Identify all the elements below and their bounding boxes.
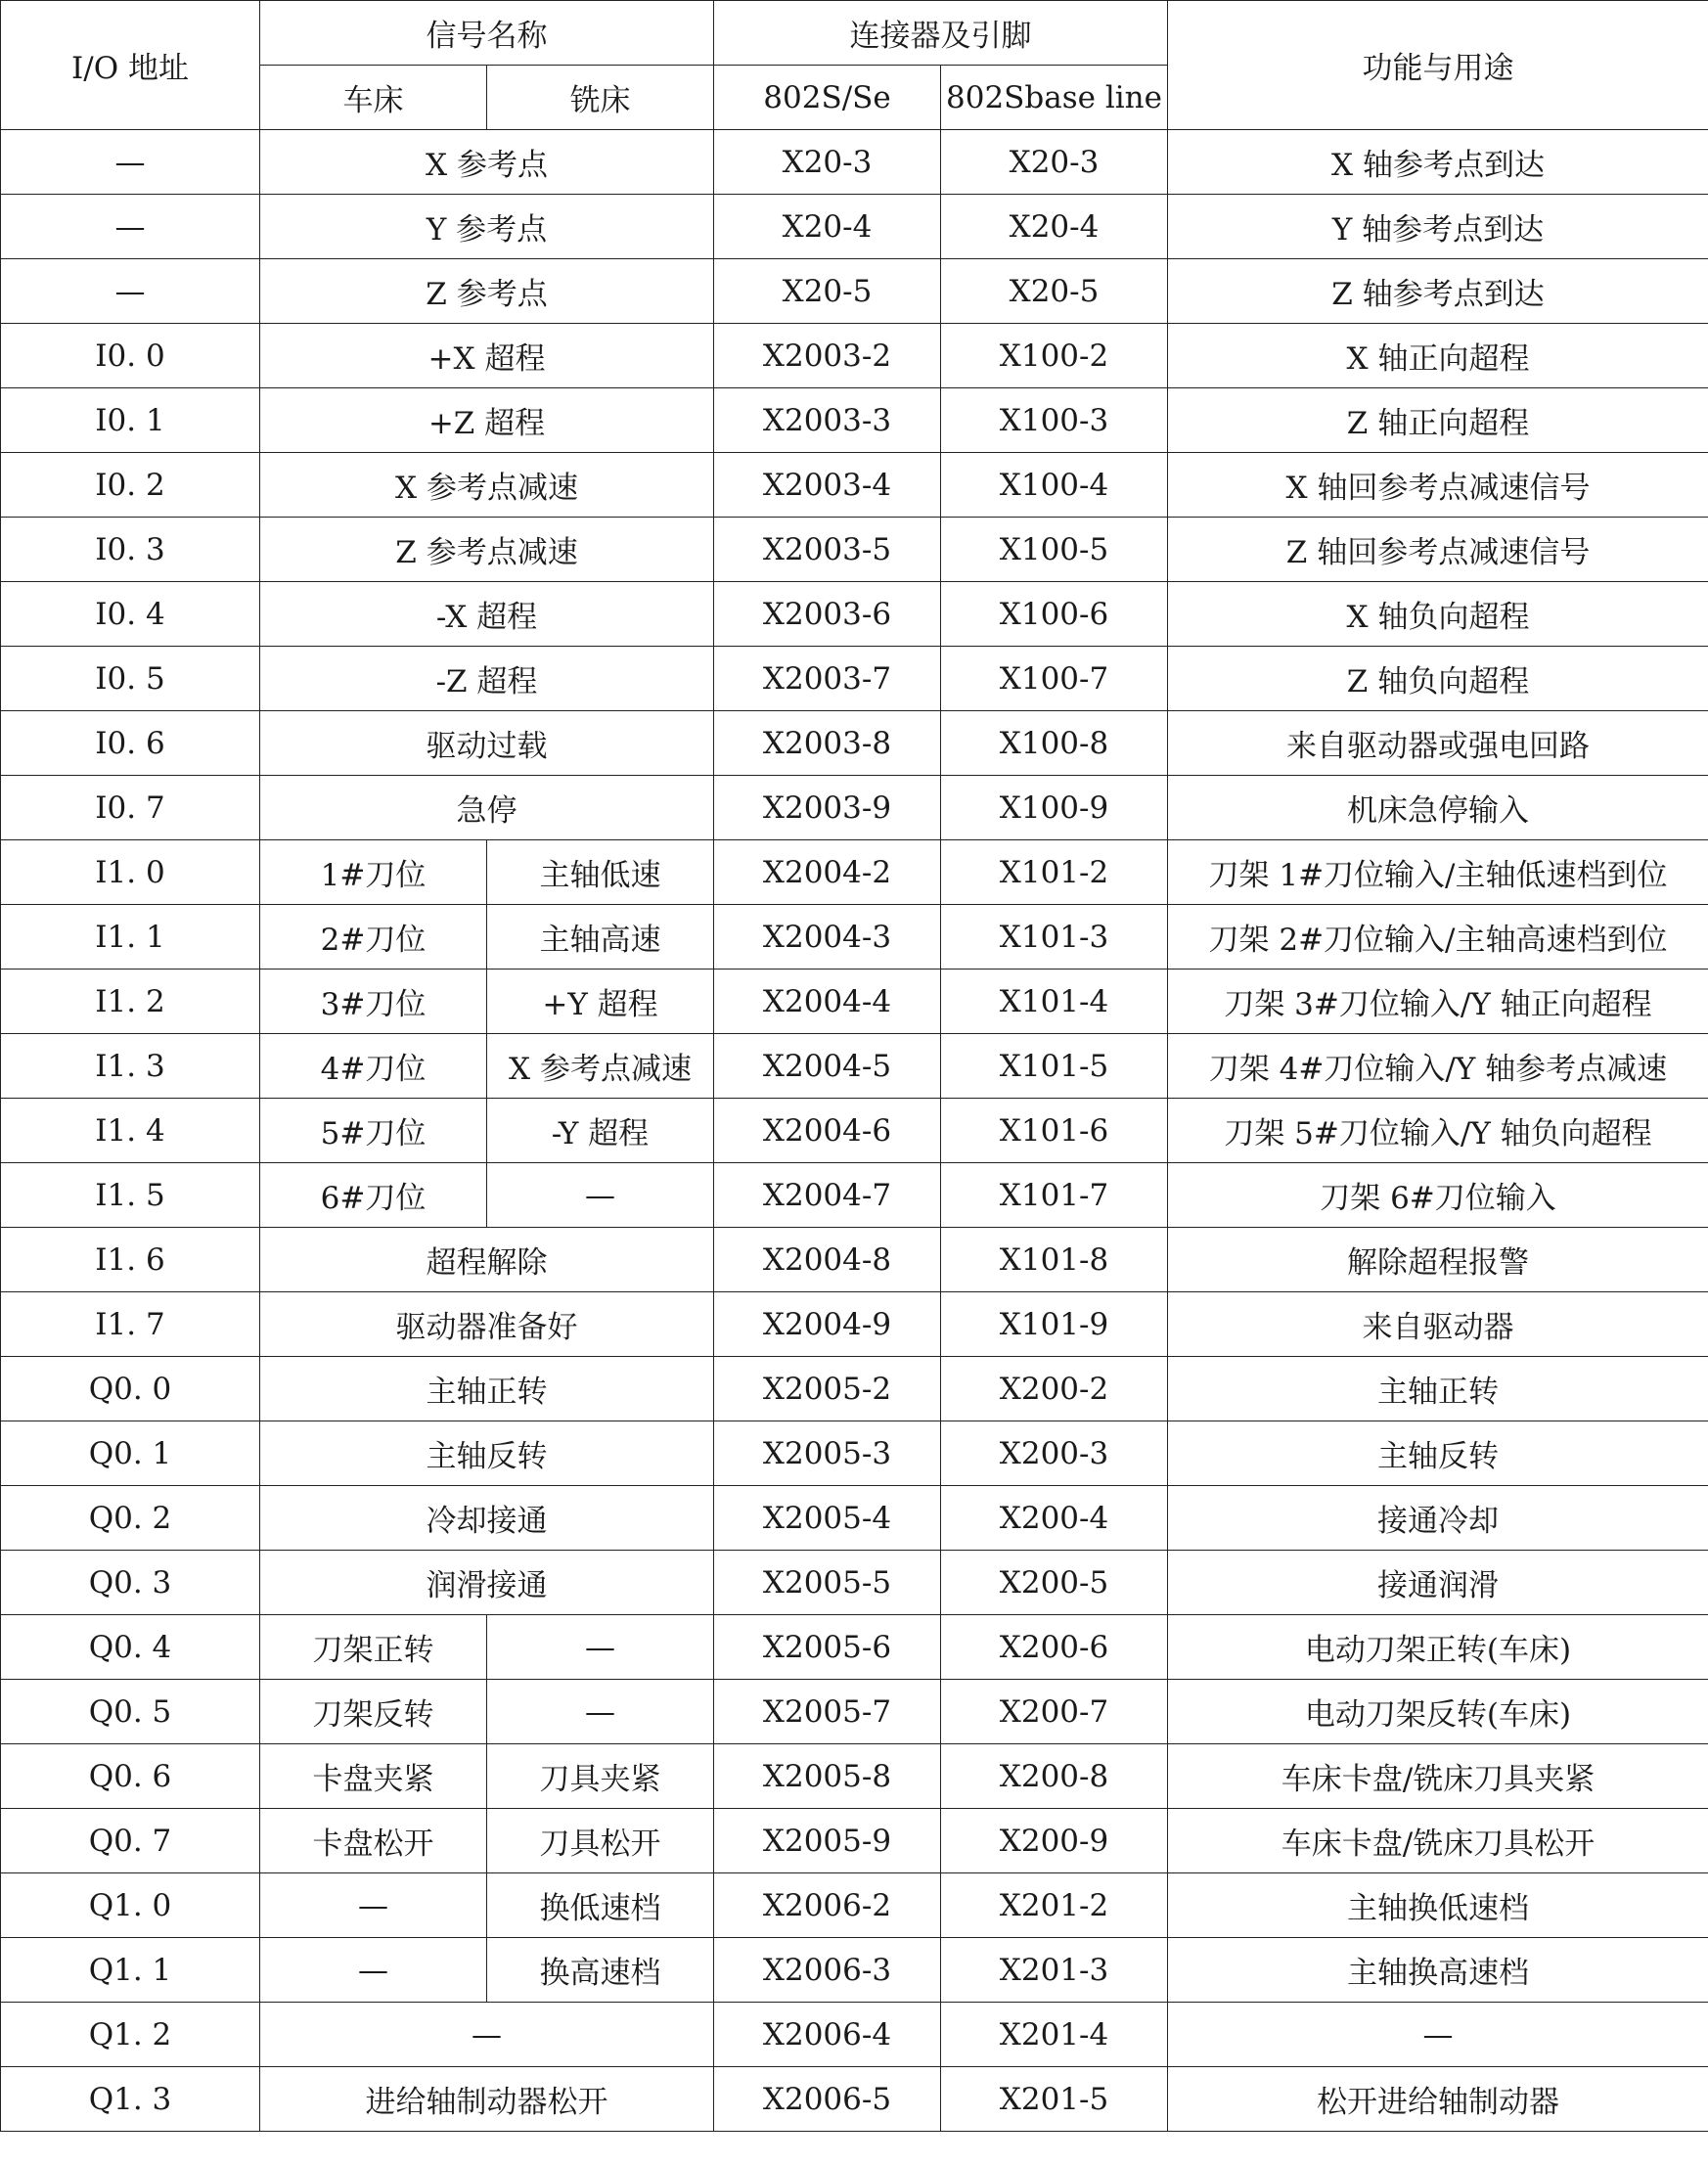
connector-802s-cell: X2003-5 [714, 518, 941, 582]
connector-802s-cell: X2004-7 [714, 1163, 941, 1228]
connector-802s-cell: X2003-8 [714, 711, 941, 776]
function-cell: 车床卡盘/铣床刀具松开 [1168, 1809, 1708, 1873]
signal-name-cell: X 参考点减速 [260, 453, 714, 518]
io-address-cell: Q0. 3 [1, 1551, 260, 1615]
connector-802sbase-cell: X20-5 [941, 259, 1168, 324]
connector-802sbase-cell: X101-7 [941, 1163, 1168, 1228]
signal-name-cell: 驱动过载 [260, 711, 714, 776]
io-address-cell: Q1. 0 [1, 1873, 260, 1938]
table-row [1, 453, 1708, 518]
table-row [1, 2067, 1708, 2132]
signal-name-cell: 急停 [260, 776, 714, 840]
function-cell: 主轴反转 [1168, 1421, 1708, 1486]
connector-802sbase-cell: X200-9 [941, 1809, 1168, 1873]
function-cell: 车床卡盘/铣床刀具夹紧 [1168, 1744, 1708, 1809]
lathe-header: 车床 [260, 66, 487, 130]
signal-name-cell: -X 超程 [260, 582, 714, 647]
table-row [1, 259, 1708, 324]
io-address-cell: Q0. 2 [1, 1486, 260, 1551]
connector-802s-cell: X2004-5 [714, 1034, 941, 1099]
connector-802s-cell: X20-3 [714, 130, 941, 195]
function-cell: 来自驱动器 [1168, 1292, 1708, 1357]
connector-802s-cell: X2003-6 [714, 582, 941, 647]
connector-802s-cell: X2003-9 [714, 776, 941, 840]
function-cell: 刀架 1#刀位输入/主轴低速档到位 [1168, 840, 1708, 905]
mill-signal-cell: 刀具松开 [487, 1809, 714, 1873]
table-row [1, 970, 1708, 1034]
lathe-signal-cell: — [260, 1873, 487, 1938]
table-row [1, 840, 1708, 905]
table-body [1, 130, 1708, 2132]
connector-802sbase-cell: X101-5 [941, 1034, 1168, 1099]
connector-802s-cell: X2004-6 [714, 1099, 941, 1163]
mill-signal-cell: 刀具夹紧 [487, 1744, 714, 1809]
function-cell: X 轴负向超程 [1168, 582, 1708, 647]
signal-name-cell: 超程解除 [260, 1228, 714, 1292]
table-row [1, 388, 1708, 453]
connector-802s-cell: X2006-5 [714, 2067, 941, 2132]
connector-802sbase-cell: X200-6 [941, 1615, 1168, 1680]
mill-signal-cell: — [487, 1615, 714, 1680]
function-cell: 主轴换低速档 [1168, 1873, 1708, 1938]
header-row-1 [1, 1, 1708, 66]
mill-signal-cell: X 参考点减速 [487, 1034, 714, 1099]
table-row [1, 905, 1708, 970]
connector-802s-cell: X2003-3 [714, 388, 941, 453]
signal-name-cell: 润滑接通 [260, 1551, 714, 1615]
table-row [1, 1809, 1708, 1873]
lathe-signal-cell: 刀架正转 [260, 1615, 487, 1680]
connector-802sbase-cell: X200-2 [941, 1357, 1168, 1421]
io-address-cell: Q0. 6 [1, 1744, 260, 1809]
io-address-cell: I0. 1 [1, 388, 260, 453]
connector-802s-cell: X2003-7 [714, 647, 941, 711]
io-address-cell: I1. 1 [1, 905, 260, 970]
connector-802sbase-cell: X100-8 [941, 711, 1168, 776]
function-cell: Z 轴负向超程 [1168, 647, 1708, 711]
function-cell: 刀架 6#刀位输入 [1168, 1163, 1708, 1228]
function-cell: 机床急停输入 [1168, 776, 1708, 840]
connector-802sbase-cell: X101-2 [941, 840, 1168, 905]
connector-802s-cell: X2006-4 [714, 2003, 941, 2067]
function-cell: 刀架 3#刀位输入/Y 轴正向超程 [1168, 970, 1708, 1034]
table-row [1, 1873, 1708, 1938]
table-row [1, 1034, 1708, 1099]
connector-802sbase-cell: X101-9 [941, 1292, 1168, 1357]
mill-signal-cell: 主轴低速 [487, 840, 714, 905]
io-address-cell: — [1, 130, 260, 195]
connector-802sbase-cell: X201-4 [941, 2003, 1168, 2067]
lathe-signal-cell: — [260, 1938, 487, 2003]
function-cell: X 轴回参考点减速信号 [1168, 453, 1708, 518]
signal-name-cell: Y 参考点 [260, 195, 714, 259]
io-address-cell: I1. 2 [1, 970, 260, 1034]
connector-802s-header: 802S/Se [714, 66, 941, 130]
lathe-signal-cell: 6#刀位 [260, 1163, 487, 1228]
function-cell: 刀架 2#刀位输入/主轴高速档到位 [1168, 905, 1708, 970]
mill-signal-cell: — [487, 1163, 714, 1228]
mill-signal-cell: +Y 超程 [487, 970, 714, 1034]
connector-802sbase-cell: X100-2 [941, 324, 1168, 388]
function-header: 功能与用途 [1168, 1, 1708, 130]
table-row [1, 195, 1708, 259]
connector-802s-cell: X2005-7 [714, 1680, 941, 1744]
signal-name-cell: 冷却接通 [260, 1486, 714, 1551]
table-row [1, 1551, 1708, 1615]
connector-802s-cell: X2004-9 [714, 1292, 941, 1357]
function-cell: 解除超程报警 [1168, 1228, 1708, 1292]
signal-name-cell: Z 参考点减速 [260, 518, 714, 582]
table-row [1, 1228, 1708, 1292]
function-cell: 主轴换高速档 [1168, 1938, 1708, 2003]
table-row [1, 1680, 1708, 1744]
signal-name-cell: X 参考点 [260, 130, 714, 195]
io-address-cell: I0. 2 [1, 453, 260, 518]
connector-802s-cell: X2005-3 [714, 1421, 941, 1486]
connector-802sbase-cell: X100-3 [941, 388, 1168, 453]
connector-802s-cell: X2005-5 [714, 1551, 941, 1615]
table-row [1, 1486, 1708, 1551]
connector-802s-cell: X2005-8 [714, 1744, 941, 1809]
io-address-cell: Q0. 4 [1, 1615, 260, 1680]
lathe-signal-cell: 刀架反转 [260, 1680, 487, 1744]
connector-802sbase-cell: X200-3 [941, 1421, 1168, 1486]
lathe-signal-cell: 卡盘夹紧 [260, 1744, 487, 1809]
lathe-signal-cell: 4#刀位 [260, 1034, 487, 1099]
connector-802s-cell: X2005-4 [714, 1486, 941, 1551]
io-address-cell: I1. 5 [1, 1163, 260, 1228]
table-row [1, 1292, 1708, 1357]
signal-name-cell: — [260, 2003, 714, 2067]
connector-802sbase-cell: X201-2 [941, 1873, 1168, 1938]
io-address-cell: Q0. 1 [1, 1421, 260, 1486]
table-row [1, 711, 1708, 776]
mill-signal-cell: -Y 超程 [487, 1099, 714, 1163]
connector-802sbase-cell: X100-5 [941, 518, 1168, 582]
connector-802sbase-cell: X101-6 [941, 1099, 1168, 1163]
io-address-cell: I0. 0 [1, 324, 260, 388]
connector-802sbase-cell: X200-5 [941, 1551, 1168, 1615]
lathe-signal-cell: 3#刀位 [260, 970, 487, 1034]
connector-802s-cell: X20-5 [714, 259, 941, 324]
signal-name-cell: -Z 超程 [260, 647, 714, 711]
mill-signal-cell: 换低速档 [487, 1873, 714, 1938]
function-cell: X 轴参考点到达 [1168, 130, 1708, 195]
table-row [1, 2003, 1708, 2067]
connector-802s-cell: X2004-8 [714, 1228, 941, 1292]
io-address-cell: Q1. 2 [1, 2003, 260, 2067]
connector-802sbase-cell: X100-6 [941, 582, 1168, 647]
lathe-signal-cell: 卡盘松开 [260, 1809, 487, 1873]
io-address-cell: I1. 7 [1, 1292, 260, 1357]
connector-802sbase-cell: X101-8 [941, 1228, 1168, 1292]
io-address-cell: — [1, 259, 260, 324]
table-row [1, 647, 1708, 711]
io-address-cell: I1. 4 [1, 1099, 260, 1163]
function-cell: 松开进给轴制动器 [1168, 2067, 1708, 2132]
function-cell: X 轴正向超程 [1168, 324, 1708, 388]
function-cell: 刀架 5#刀位输入/Y 轴负向超程 [1168, 1099, 1708, 1163]
function-cell: 来自驱动器或强电回路 [1168, 711, 1708, 776]
function-cell: 电动刀架正转(车床) [1168, 1615, 1708, 1680]
signal-name-cell: +X 超程 [260, 324, 714, 388]
io-address-cell: I0. 5 [1, 647, 260, 711]
connector-802sbase-cell: X20-3 [941, 130, 1168, 195]
table-row [1, 518, 1708, 582]
io-address-cell: Q1. 1 [1, 1938, 260, 2003]
io-address-cell: Q1. 3 [1, 2067, 260, 2132]
connector-802sbase-cell: X100-7 [941, 647, 1168, 711]
function-cell: 刀架 4#刀位输入/Y 轴参考点减速 [1168, 1034, 1708, 1099]
connector-802sbase-cell: X200-8 [941, 1744, 1168, 1809]
signal-name-cell: +Z 超程 [260, 388, 714, 453]
function-cell: — [1168, 2003, 1708, 2067]
mill-signal-cell: 主轴高速 [487, 905, 714, 970]
io-address-cell: I1. 3 [1, 1034, 260, 1099]
io-address-header: I/O 地址 [1, 1, 260, 130]
function-cell: 接通冷却 [1168, 1486, 1708, 1551]
connector-802s-cell: X2006-3 [714, 1938, 941, 2003]
connector-802s-cell: X2005-6 [714, 1615, 941, 1680]
table-row [1, 1744, 1708, 1809]
table-row [1, 582, 1708, 647]
table-row [1, 1163, 1708, 1228]
mill-signal-cell: 换高速档 [487, 1938, 714, 2003]
function-cell: Y 轴参考点到达 [1168, 195, 1708, 259]
io-address-cell: Q0. 5 [1, 1680, 260, 1744]
signal-name-header: 信号名称 [260, 1, 714, 66]
connector-802sbase-cell: X200-7 [941, 1680, 1168, 1744]
table-row [1, 1938, 1708, 2003]
io-address-cell: I0. 4 [1, 582, 260, 647]
connector-802sbase-cell: X100-9 [941, 776, 1168, 840]
signal-name-cell: 驱动器准备好 [260, 1292, 714, 1357]
signal-name-cell: 主轴反转 [260, 1421, 714, 1486]
table-row [1, 776, 1708, 840]
signal-name-cell: Z 参考点 [260, 259, 714, 324]
function-cell: Z 轴回参考点减速信号 [1168, 518, 1708, 582]
lathe-signal-cell: 5#刀位 [260, 1099, 487, 1163]
io-address-cell: I0. 7 [1, 776, 260, 840]
connector-802s-cell: X20-4 [714, 195, 941, 259]
table-row [1, 1615, 1708, 1680]
lathe-signal-cell: 2#刀位 [260, 905, 487, 970]
connector-802s-cell: X2006-2 [714, 1873, 941, 1938]
connector-802s-cell: X2005-2 [714, 1357, 941, 1421]
connector-802s-cell: X2003-4 [714, 453, 941, 518]
connector-802sbase-cell: X200-4 [941, 1486, 1168, 1551]
function-cell: Z 轴正向超程 [1168, 388, 1708, 453]
connector-802s-cell: X2004-4 [714, 970, 941, 1034]
connector-pin-header: 连接器及引脚 [714, 1, 1168, 66]
table-row [1, 324, 1708, 388]
connector-802s-cell: X2004-3 [714, 905, 941, 970]
io-address-cell: I1. 0 [1, 840, 260, 905]
mill-header: 铣床 [487, 66, 714, 130]
connector-802sbase-cell: X100-4 [941, 453, 1168, 518]
connector-802s-cell: X2005-9 [714, 1809, 941, 1873]
signal-name-cell: 进给轴制动器松开 [260, 2067, 714, 2132]
connector-802sbase-cell: X201-5 [941, 2067, 1168, 2132]
connector-802sbase-cell: X20-4 [941, 195, 1168, 259]
table-row [1, 1357, 1708, 1421]
io-address-cell: Q0. 7 [1, 1809, 260, 1873]
connector-802s-cell: X2004-2 [714, 840, 941, 905]
connector-802sbase-cell: X101-4 [941, 970, 1168, 1034]
mill-signal-cell: — [487, 1680, 714, 1744]
connector-802sbase-cell: X201-3 [941, 1938, 1168, 2003]
lathe-signal-cell: 1#刀位 [260, 840, 487, 905]
table-row [1, 1099, 1708, 1163]
table-row [1, 130, 1708, 195]
io-address-cell: I0. 3 [1, 518, 260, 582]
function-cell: Z 轴参考点到达 [1168, 259, 1708, 324]
connector-802sbase-cell: X101-3 [941, 905, 1168, 970]
connector-802s-cell: X2003-2 [714, 324, 941, 388]
io-address-cell: — [1, 195, 260, 259]
io-address-cell: Q0. 0 [1, 1357, 260, 1421]
io-address-cell: I0. 6 [1, 711, 260, 776]
io-address-cell: I1. 6 [1, 1228, 260, 1292]
function-cell: 接通润滑 [1168, 1551, 1708, 1615]
signal-name-cell: 主轴正转 [260, 1357, 714, 1421]
table-row [1, 1421, 1708, 1486]
function-cell: 电动刀架反转(车床) [1168, 1680, 1708, 1744]
connector-802sbase-header: 802Sbase line [941, 66, 1168, 130]
function-cell: 主轴正转 [1168, 1357, 1708, 1421]
